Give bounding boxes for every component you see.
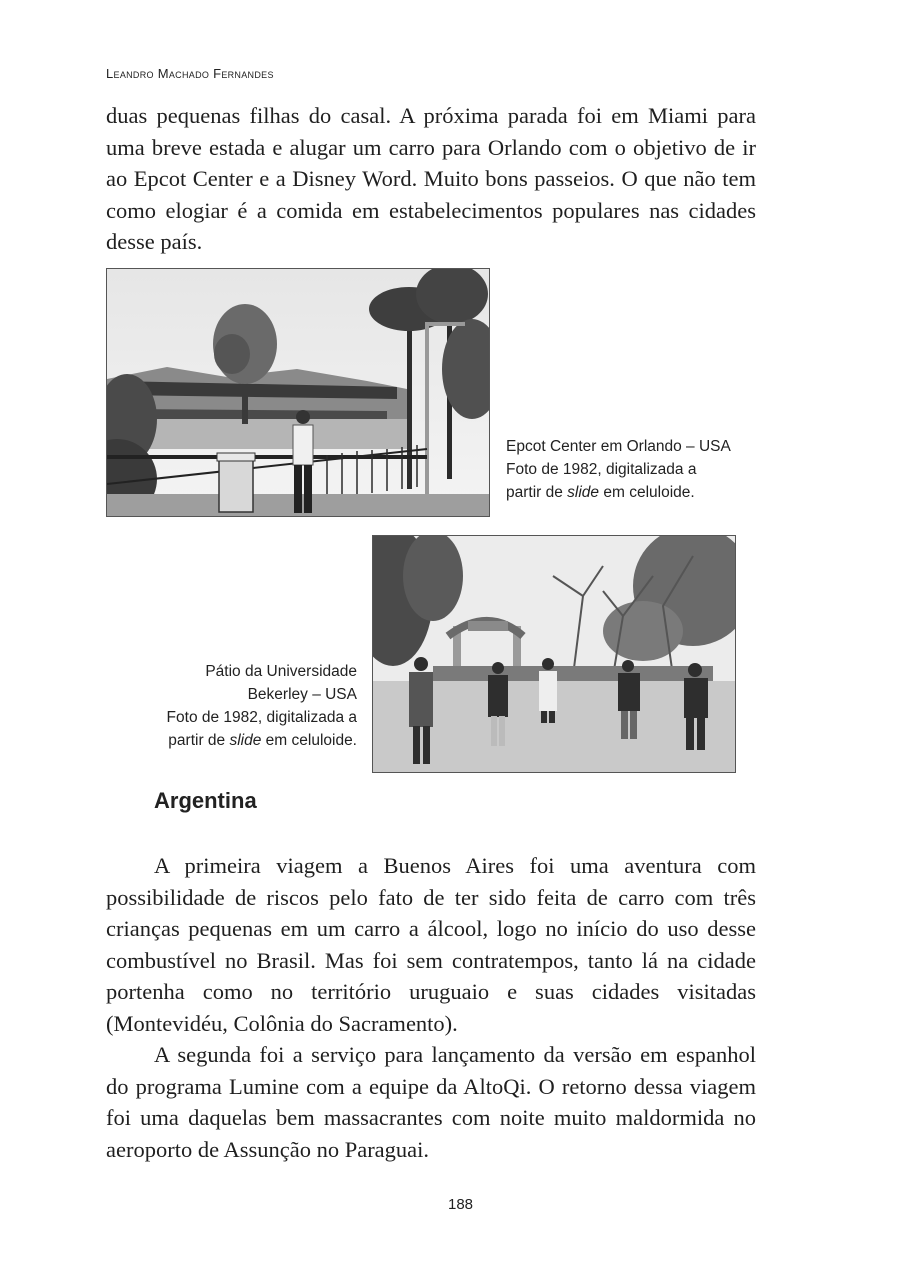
photo-berkeley-patio [372,535,736,773]
paragraph-lumine: A segunda foi a serviço para lançamento da versão em espanhol do programa Lumine com a equipe da AltoQi. O retorno dessa viagem foi uma daquelas bem massacrantes com noite muito maldormida no aeroporto de Assunção no Paraguai. [106,1042,756,1162]
caption-berkeley [140,660,357,752]
caption-berkeley-line2: Bekerley – USA [247,686,357,703]
caption-epcot-line3 [506,481,746,504]
caption-berkeley-post: em celuloide. [261,732,357,749]
caption-epcot-post: em celuloide. [599,484,695,501]
caption-berkeley-line1: Pátio da Universidade [205,663,357,680]
page-number: 188 [447,1196,474,1213]
caption-epcot-line2: Foto de 1982, digitalizada a [506,461,697,478]
photo-epcot-center [106,268,490,517]
paragraph-buenos-aires: A primeira viagem a Buenos Aires foi uma aventura com possibilidade de riscos pelo fato de ter sido feita de carro com três crianças pequenas em um carro a álcool, logo no início do uso desse combustível no Brasil. Mas foi sem contratempos, tanto lá na cidade portenha como no território uruguaio e suas cidades visitadas (Montevidéu, Colônia do Sacramento). [106,853,756,1036]
running-head: Leandro Machado Fernandes [106,66,274,81]
caption-epcot [506,435,746,504]
section-heading-argentina: Argentina [154,788,257,813]
caption-epcot-em: slide [567,484,600,501]
caption-berkeley-line4 [140,729,357,752]
caption-epcot-pre: partir de [506,484,568,501]
paragraph-intro: duas pequenas filhas do casal. A próxima parada foi em Miami para uma breve estada e alugar um carro para Orlando com o objetivo de ir ao Epcot Center e a Disney Word. Muito bons passeios. O que não tem como elogiar é a comida em estabelecimentos populares nas cidades desse país. [106,103,756,254]
caption-epcot-line1: Epcot Center em Orlando – USA [506,438,731,455]
caption-berkeley-em: slide [229,732,262,749]
caption-berkeley-line3: Foto de 1982, digitalizada a [166,709,357,726]
caption-berkeley-pre: partir de [168,732,230,749]
